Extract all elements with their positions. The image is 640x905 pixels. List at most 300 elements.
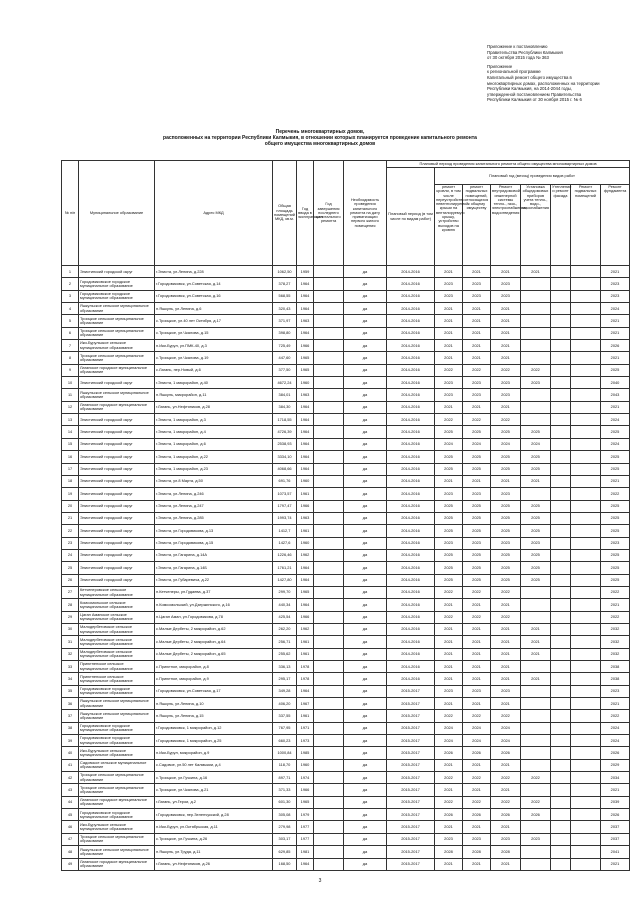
cell-row-number: 40	[62, 747, 79, 759]
cell-row-number: 17	[62, 463, 79, 475]
col-header-period: Плановый период проведения капитального ремонта общего имущества многоквартирных домов	[387, 161, 630, 168]
cell-address: п.Кетченеры, ул.Гудаева, д.37	[155, 586, 273, 598]
cell-work-year: 2032	[601, 648, 630, 660]
cell-total-area: 371,97	[273, 315, 297, 327]
cell-row-number: 38	[62, 722, 79, 734]
cell-municipality: Элистинский городской округ	[79, 500, 155, 512]
cell-year-built: 1961	[297, 710, 314, 722]
cell-work-year	[551, 475, 571, 487]
cell-work-year	[521, 340, 551, 352]
cell-year-overhaul	[314, 636, 344, 648]
cell-work-year	[571, 574, 601, 586]
col-header-year-overhaul: Год завершения последнего капитального ремонта	[314, 161, 344, 266]
cell-total-area: 767,95	[273, 722, 297, 734]
cell-year-built: 1965	[297, 796, 314, 808]
cell-year-built: 1964	[297, 327, 314, 339]
cell-work-year: 2023	[435, 537, 463, 549]
cell-row-number: 18	[62, 475, 79, 487]
cell-necessity: да	[344, 401, 387, 413]
cell-work-year: 2024	[601, 722, 630, 734]
col-header-address: Адрес МКД	[155, 161, 273, 266]
cell-necessity: да	[344, 623, 387, 635]
cell-work-year: 2024	[463, 722, 491, 734]
cell-work-year: 2022	[435, 772, 463, 784]
cell-row-number: 15	[62, 438, 79, 450]
cell-municipality: Элистинский городской округ	[79, 451, 155, 463]
cell-total-area: 425,54	[273, 611, 297, 623]
cell-work-year: 2021	[491, 673, 521, 685]
cell-municipality: Троицкое сельское муниципальное образование	[79, 315, 155, 327]
cell-work-year: 2021	[491, 858, 521, 870]
cell-address: г.Лагань, ул.Герои, д.2	[155, 796, 273, 808]
cell-work-year: 2021	[521, 623, 551, 635]
cell-work-year	[551, 796, 571, 808]
cell-work-year: 2025	[491, 500, 521, 512]
approval-note-line: Приложение	[487, 63, 513, 69]
cell-work-year: 2025	[491, 463, 521, 475]
table-row	[62, 636, 630, 648]
cell-planned-period: 2014-2016	[387, 327, 435, 339]
cell-municipality: Элистинский городской округ	[79, 414, 155, 426]
cell-work-year: 2032	[601, 636, 630, 648]
cell-work-year: 2022	[601, 611, 630, 623]
cell-year-built: 1985	[297, 747, 314, 759]
cell-total-area: 568,55	[273, 290, 297, 302]
cell-work-year: 2023	[463, 377, 491, 389]
cell-work-year: 2022	[601, 488, 630, 500]
cell-year-overhaul	[314, 438, 344, 450]
cell-work-year: 2025	[435, 562, 463, 574]
cell-total-area: 2538,93	[273, 438, 297, 450]
cell-work-year: 2025	[601, 562, 630, 574]
cell-total-area: 447,60	[273, 352, 297, 364]
cell-work-year	[551, 784, 571, 796]
cell-row-number: 19	[62, 488, 79, 500]
cell-municipality: Городовиковское городское муниципальное образование	[79, 722, 155, 734]
cell-work-year: 2021	[491, 401, 521, 413]
cell-necessity: да	[344, 636, 387, 648]
cell-row-number: 30	[62, 623, 79, 635]
cell-necessity: да	[344, 809, 387, 821]
col-header-sub6: Ремонт подвальных помещений	[571, 185, 601, 266]
cell-year-built: 1964	[297, 685, 314, 697]
cell-year-overhaul	[314, 735, 344, 747]
cell-necessity: да	[344, 512, 387, 524]
table-row	[62, 266, 630, 278]
cell-planned-period: 2014-2016	[387, 451, 435, 463]
table-row	[62, 722, 630, 734]
cell-address: г.Элиста, ул.Городовикова, д.13	[155, 525, 273, 537]
cell-work-year: 2021	[435, 821, 463, 833]
cell-work-year: 2023	[435, 833, 463, 845]
cell-row-number: 16	[62, 451, 79, 463]
cell-work-year: 2023	[435, 488, 463, 500]
cell-year-overhaul	[314, 611, 344, 623]
cell-municipality: Городовиковское городское муниципальное образование	[79, 278, 155, 290]
cell-work-year	[521, 303, 551, 315]
cell-address: с.Малые Дербеты, 2 микрорайон, д.64	[155, 636, 273, 648]
cell-work-year: 2021	[435, 673, 463, 685]
cell-address: п.Яшкуль, ул.Ленина, д.6	[155, 303, 273, 315]
cell-necessity: да	[344, 586, 387, 598]
cell-row-number: 3	[62, 290, 79, 302]
cell-necessity: да	[344, 377, 387, 389]
cell-municipality: Яшкульское сельское муниципальное образование	[79, 846, 155, 858]
cell-work-year: 2021	[435, 340, 463, 352]
cell-work-year	[571, 438, 601, 450]
cell-municipality: Троицкое сельское муниципальное образование	[79, 833, 155, 845]
cell-work-year: 2024	[601, 438, 630, 450]
cell-planned-period: 2014-2016	[387, 463, 435, 475]
cell-work-year	[551, 537, 571, 549]
cell-work-year: 2022	[601, 586, 630, 598]
cell-year-built: 1964	[297, 599, 314, 611]
cell-necessity: да	[344, 364, 387, 376]
cell-municipality: Элистинский городской округ	[79, 562, 155, 574]
cell-municipality: Элистинский городской округ	[79, 463, 155, 475]
cell-planned-period: 2014-2016	[387, 340, 435, 352]
cell-year-overhaul	[314, 784, 344, 796]
cell-row-number: 49	[62, 858, 79, 870]
cell-work-year	[571, 303, 601, 315]
cell-necessity: да	[344, 772, 387, 784]
cell-work-year	[551, 611, 571, 623]
cell-work-year: 2024	[601, 735, 630, 747]
cell-municipality: Лаганское городское муниципальное образование	[79, 858, 155, 870]
cell-work-year: 2021	[463, 340, 491, 352]
cell-planned-period: 2015-2017	[387, 685, 435, 697]
cell-work-year: 2022	[491, 364, 521, 376]
cell-work-year: 2021	[601, 475, 630, 487]
cell-necessity: да	[344, 747, 387, 759]
approval-note-line: многоквартирных домах, расположенных на территории	[487, 80, 600, 86]
cell-municipality: Яшкульское сельское муниципальное образование	[79, 698, 155, 710]
cell-year-overhaul	[314, 537, 344, 549]
cell-necessity: да	[344, 414, 387, 426]
cell-work-year: 2021	[491, 698, 521, 710]
cell-work-year	[571, 562, 601, 574]
cell-municipality: Ики-Бурульское сельское муниципальное образование	[79, 747, 155, 759]
cell-work-year: 2028	[491, 846, 521, 858]
cell-municipality: Приютненское сельское муниципальное образование	[79, 661, 155, 673]
cell-municipality: Лаганское городское муниципальное образование	[79, 796, 155, 808]
cell-work-year: 2025	[521, 525, 551, 537]
cell-year-built: 1977	[297, 833, 314, 845]
cell-total-area: 1718,55	[273, 414, 297, 426]
cell-work-year	[551, 377, 571, 389]
cell-work-year: 2025	[521, 500, 551, 512]
cell-work-year	[571, 821, 601, 833]
cell-work-year: 2023	[463, 685, 491, 697]
table-row	[62, 525, 630, 537]
cell-work-year: 2022	[601, 710, 630, 722]
cell-row-number: 2	[62, 278, 79, 290]
cell-work-year: 2025	[435, 451, 463, 463]
cell-address: п.Ики-Бурул, ул.ПМК-40, д.3	[155, 340, 273, 352]
cell-municipality: Элистинский городской округ	[79, 377, 155, 389]
cell-work-year: 2038	[601, 661, 630, 673]
cell-work-year	[521, 327, 551, 339]
cell-necessity: да	[344, 340, 387, 352]
table-row	[62, 463, 630, 475]
cell-row-number: 36	[62, 698, 79, 710]
cell-address: г.Элиста, ул.8 Марта, д.50	[155, 475, 273, 487]
cell-work-year: 2021	[601, 698, 630, 710]
cell-planned-period: 2014-2016	[387, 401, 435, 413]
cell-year-overhaul	[314, 846, 344, 858]
cell-row-number: 48	[62, 846, 79, 858]
cell-total-area: 3334,10	[273, 451, 297, 463]
cell-work-year	[521, 735, 551, 747]
cell-planned-period: 2014-2016	[387, 315, 435, 327]
cell-work-year: 2023	[491, 685, 521, 697]
cell-work-year: 2025	[435, 574, 463, 586]
cell-work-year: 2021	[435, 327, 463, 339]
cell-municipality: Элистинский городской округ	[79, 525, 155, 537]
cell-work-year: 2022	[491, 710, 521, 722]
cell-work-year: 2021	[435, 636, 463, 648]
table-row	[62, 364, 630, 376]
approval-note-line: Капитальный ремонт общего имущества в	[487, 74, 572, 80]
cell-work-year: 2025	[463, 549, 491, 561]
cell-address: с.Троицкое, ул.Чкалова, д.21	[155, 784, 273, 796]
cell-total-area: 299,70	[273, 586, 297, 598]
cell-row-number: 37	[62, 710, 79, 722]
cell-work-year: 2023	[601, 685, 630, 697]
cell-work-year: 2021	[521, 673, 551, 685]
cell-work-year: 2024	[463, 735, 491, 747]
cell-address: г.Городовиковск, ул.Советская, д.14	[155, 278, 273, 290]
cell-planned-period: 2014-2016	[387, 525, 435, 537]
cell-municipality: Городовиковское городское муниципальное образование	[79, 685, 155, 697]
cell-work-year: 2024	[435, 722, 463, 734]
cell-year-built: 1960	[297, 377, 314, 389]
cell-row-number: 5	[62, 315, 79, 327]
cell-work-year: 2022	[521, 364, 551, 376]
cell-total-area: 406,20	[273, 698, 297, 710]
cell-necessity: да	[344, 327, 387, 339]
cell-work-year: 2024	[463, 438, 491, 450]
table-row	[62, 735, 630, 747]
cell-work-year: 2023	[463, 389, 491, 401]
table-row	[62, 414, 630, 426]
table-body	[62, 266, 630, 871]
cell-year-overhaul	[314, 500, 344, 512]
cell-year-built: 1964	[297, 562, 314, 574]
cell-planned-period: 2015-2017	[387, 784, 435, 796]
approval-note-line: Республики Калмыкия от 30 ноября 2015 г. № 6	[487, 97, 582, 103]
cell-year-overhaul	[314, 512, 344, 524]
cell-work-year	[571, 673, 601, 685]
cell-work-year: 2021	[491, 303, 521, 315]
cell-planned-period: 2014-2016	[387, 599, 435, 611]
cell-total-area: 1412,7	[273, 525, 297, 537]
col-header-necessity: Необходимость проведения капитального ремонта на дату приватизации первого жилого помещения	[344, 161, 387, 266]
cell-work-year: 2021	[463, 784, 491, 796]
cell-necessity: да	[344, 710, 387, 722]
cell-work-year: 2021	[435, 352, 463, 364]
cell-work-year: 2022	[521, 772, 551, 784]
cell-address: г.Элиста, ул.Гагарина, д.14А	[155, 549, 273, 561]
cell-work-year	[571, 858, 601, 870]
cell-work-year: 2021	[491, 340, 521, 352]
table-row	[62, 278, 630, 290]
cell-municipality: Яшкульское сельское муниципальное образование	[79, 303, 155, 315]
cell-planned-period: 2014-2016	[387, 266, 435, 278]
cell-total-area: 377,50	[273, 364, 297, 376]
cell-necessity: да	[344, 685, 387, 697]
cell-work-year	[521, 352, 551, 364]
cell-municipality: Элистинский городской округ	[79, 438, 155, 450]
cell-work-year	[571, 747, 601, 759]
cell-address: с.Троицкое, ул.40 лет Октября, д.17	[155, 315, 273, 327]
table-row	[62, 796, 630, 808]
cell-work-year	[551, 735, 571, 747]
cell-total-area: 336,13	[273, 661, 297, 673]
cell-work-year: 2023	[435, 278, 463, 290]
cell-work-year	[521, 488, 551, 500]
cell-planned-period: 2015-2017	[387, 833, 435, 845]
cell-row-number: 47	[62, 833, 79, 845]
cell-total-area: 378,27	[273, 278, 297, 290]
cell-work-year: 2025	[601, 512, 630, 524]
cell-work-year: 2021	[601, 858, 630, 870]
cell-work-year	[551, 722, 571, 734]
cell-work-year: 2021	[601, 401, 630, 413]
cell-necessity: да	[344, 303, 387, 315]
cell-work-year: 2021	[435, 858, 463, 870]
cell-row-number: 10	[62, 377, 79, 389]
cell-year-overhaul	[314, 451, 344, 463]
cell-work-year: 2025	[601, 500, 630, 512]
cell-municipality: Приютненское сельское муниципальное образование	[79, 673, 155, 685]
cell-necessity: да	[344, 722, 387, 734]
cell-planned-period: 2015-2017	[387, 722, 435, 734]
cell-work-year	[551, 315, 571, 327]
cell-address: г.Элиста, 1 микрорайон, д.40	[155, 377, 273, 389]
cell-municipality: Троицкое сельское муниципальное образование	[79, 352, 155, 364]
cell-work-year: 2025	[601, 426, 630, 438]
cell-work-year: 2021	[463, 648, 491, 660]
cell-work-year	[551, 648, 571, 660]
cell-year-overhaul	[314, 574, 344, 586]
cell-work-year: 2025	[521, 426, 551, 438]
cell-municipality: Городовиковское городское муниципальное образование	[79, 290, 155, 302]
cell-necessity: да	[344, 475, 387, 487]
cell-address: г.Элиста, ул.Ленина, д.246	[155, 488, 273, 500]
cell-work-year	[551, 352, 571, 364]
buildings-register-table	[61, 160, 630, 871]
table-row	[62, 710, 630, 722]
cell-work-year	[521, 710, 551, 722]
cell-necessity: да	[344, 846, 387, 858]
cell-work-year	[521, 278, 551, 290]
table-row	[62, 586, 630, 598]
cell-year-built: 1974	[297, 772, 314, 784]
cell-year-built: 1965	[297, 364, 314, 376]
cell-work-year: 2023	[491, 278, 521, 290]
cell-necessity: да	[344, 537, 387, 549]
cell-row-number: 42	[62, 772, 79, 784]
cell-year-overhaul	[314, 747, 344, 759]
cell-year-overhaul	[314, 278, 344, 290]
cell-year-built: 1961	[297, 648, 314, 660]
table-row	[62, 500, 630, 512]
cell-work-year	[571, 451, 601, 463]
cell-total-area: 1427,80	[273, 574, 297, 586]
cell-address: г.Элиста, 1 микрорайон, д.4	[155, 426, 273, 438]
cell-address: г.Элиста, ул.Городовикова, д.15	[155, 537, 273, 549]
cell-work-year: 2022	[435, 364, 463, 376]
cell-year-built: 1964	[297, 278, 314, 290]
cell-year-overhaul	[314, 661, 344, 673]
cell-work-year: 2032	[601, 623, 630, 635]
cell-work-year	[571, 735, 601, 747]
cell-year-overhaul	[314, 821, 344, 833]
cell-planned-period: 2014-2016	[387, 611, 435, 623]
cell-municipality: Садовское сельское муниципальное образование	[79, 759, 155, 771]
cell-total-area: 256,71	[273, 636, 297, 648]
table-row	[62, 451, 630, 463]
cell-year-overhaul	[314, 414, 344, 426]
cell-work-year: 2023	[463, 290, 491, 302]
cell-year-overhaul	[314, 303, 344, 315]
cell-necessity: да	[344, 673, 387, 685]
cell-year-built: 1978	[297, 673, 314, 685]
cell-year-built: 1961	[297, 525, 314, 537]
cell-planned-period: 2014-2016	[387, 364, 435, 376]
cell-total-area: 1797,47	[273, 500, 297, 512]
table-row	[62, 352, 630, 364]
cell-year-overhaul	[314, 266, 344, 278]
cell-row-number: 8	[62, 352, 79, 364]
cell-row-number: 33	[62, 661, 79, 673]
title-line: общего имущества многоквартирных домов	[264, 141, 376, 148]
cell-municipality: Элистинский городской округ	[79, 266, 155, 278]
cell-address: п.Цаган Аман, ул.Городовикова, д.78	[155, 611, 273, 623]
col-header-mo: Муниципальное образование	[79, 161, 155, 266]
cell-year-built: 1965	[297, 352, 314, 364]
cell-work-year: 2023	[521, 377, 551, 389]
cell-address: г.Элиста, ул.Ленина, д.247	[155, 500, 273, 512]
cell-total-area: 384,30	[273, 401, 297, 413]
cell-work-year	[571, 315, 601, 327]
cell-work-year	[521, 685, 551, 697]
table-row	[62, 821, 630, 833]
cell-work-year: 2021	[435, 623, 463, 635]
cell-year-overhaul	[314, 488, 344, 500]
cell-work-year: 2023	[463, 278, 491, 290]
cell-address: с.Малые Дербеты, 2 микрорайон, д.62	[155, 623, 273, 635]
table-row	[62, 685, 630, 697]
cell-total-area: 255,62	[273, 648, 297, 660]
cell-row-number: 46	[62, 821, 79, 833]
cell-work-year: 2021	[435, 475, 463, 487]
cell-work-year: 2022	[491, 611, 521, 623]
cell-work-year: 2028	[435, 846, 463, 858]
cell-work-year	[521, 414, 551, 426]
cell-row-number: 6	[62, 327, 79, 339]
cell-work-year: 2025	[521, 451, 551, 463]
cell-year-built: 1964	[297, 451, 314, 463]
cell-work-year	[551, 759, 571, 771]
cell-planned-period: 2014-2016	[387, 475, 435, 487]
cell-necessity: да	[344, 278, 387, 290]
cell-work-year: 2021	[463, 327, 491, 339]
cell-planned-period: 2014-2016	[387, 488, 435, 500]
cell-work-year: 2037	[601, 821, 630, 833]
cell-work-year: 2024	[435, 735, 463, 747]
